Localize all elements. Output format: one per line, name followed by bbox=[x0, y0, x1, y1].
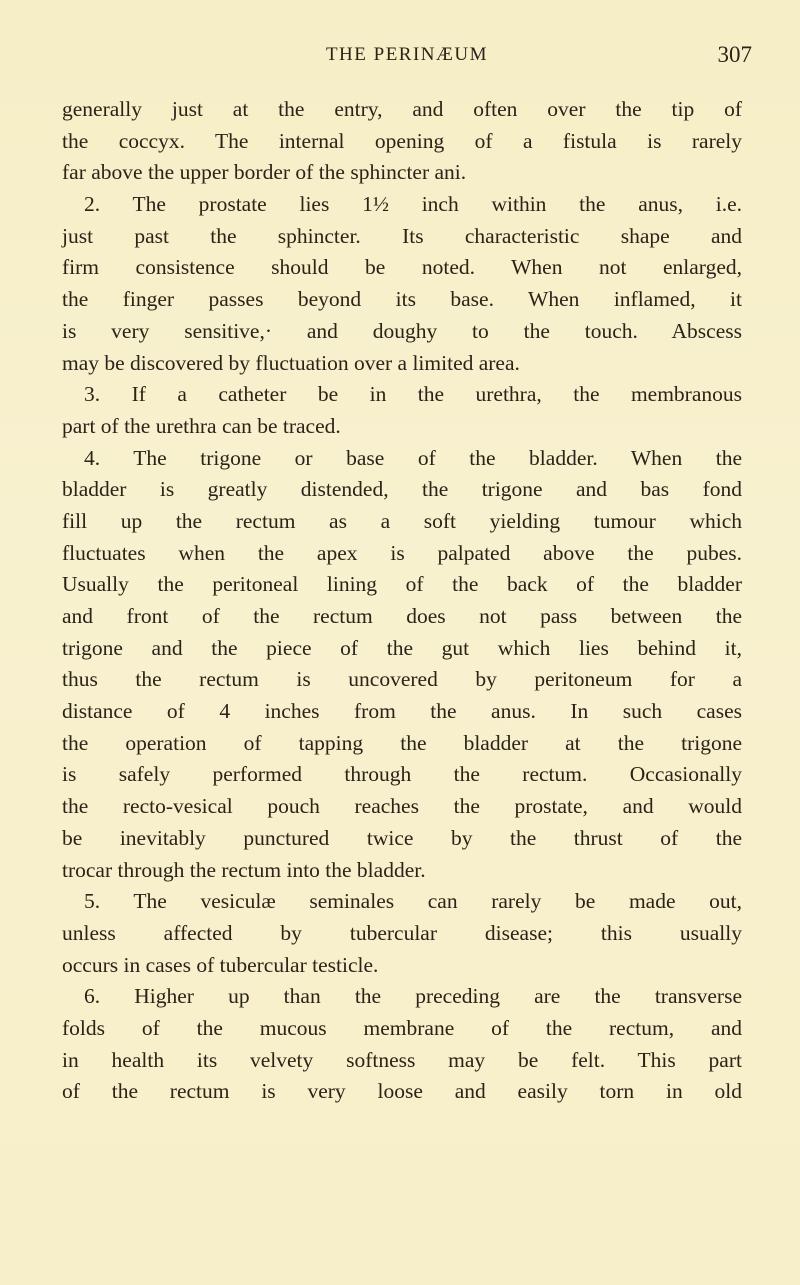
text-line: generally just at the entry, and often over the tip of bbox=[62, 97, 742, 121]
text-line: may be discovered by fluctuation over a limited area. bbox=[62, 350, 520, 375]
text-line: firm consistence should be noted. When not enlarged, bbox=[62, 255, 742, 280]
text-line: 4. The trigone or base of the bladder. When the bbox=[84, 445, 742, 470]
text-line: in health its velvety softness may be felt. This part bbox=[62, 1047, 742, 1072]
text-line: the operation of tapping the bladder at the trigone bbox=[62, 730, 742, 755]
text-line: folds of the mucous membrane of the rectum, and bbox=[62, 1015, 742, 1040]
text-line: be inevitably punctured twice by the thrust of the bbox=[62, 825, 742, 850]
text-line: part of the urethra can be traced. bbox=[62, 413, 341, 438]
text-line: the coccyx. The internal opening of a fistula is rarely bbox=[62, 128, 742, 153]
text-line: fluctuates when the apex is palpated above the pubes. bbox=[62, 540, 742, 565]
text-line: just past the sphincter. Its characteristic shape and bbox=[62, 223, 742, 248]
text-line: fill up the rectum as a soft yielding tumour which bbox=[62, 508, 742, 533]
text-line: 2. The prostate lies 1½ inch within the anus, i.e. bbox=[84, 192, 742, 217]
text-line: 6. Higher up than the preceding are the transverse bbox=[84, 984, 742, 1009]
text-line: occurs in cases of tubercular testicle. bbox=[62, 952, 379, 977]
page-number: 307 bbox=[717, 42, 752, 67]
text-line: bladder is greatly distended, the trigone and bas fond bbox=[62, 477, 742, 502]
text-line: 5. The vesiculæ seminales can rarely be made out, bbox=[84, 889, 742, 914]
text-line: the recto-vesical pouch reaches the prostate, and would bbox=[62, 794, 742, 819]
text-line: trocar through the rectum into the bladder. bbox=[62, 857, 426, 882]
text-line: distance of 4 inches from the anus. In such cases bbox=[62, 699, 742, 724]
text-line: is safely performed through the rectum. Occasionally bbox=[62, 762, 742, 787]
text-line: is very sensitive,· and doughy to the touch. Abscess bbox=[62, 318, 742, 343]
text-line: the finger passes beyond its base. When inflamed, it bbox=[62, 287, 742, 312]
page-header bbox=[62, 44, 752, 74]
text-line: and front of the rectum does not pass between the bbox=[62, 604, 742, 628]
text-line: 3. If a catheter be in the urethra, the membranous bbox=[84, 382, 742, 407]
running-head: THE PERINÆUM bbox=[325, 44, 489, 65]
text-line: Usually the peritoneal lining of the back of the bladder bbox=[62, 572, 742, 597]
text-line: far above the upper border of the sphincter ani. bbox=[62, 160, 467, 185]
text-line: trigone and the piece of the gut which lies behind it, bbox=[62, 635, 742, 660]
text-line: of the rectum is very loose and easily torn in old bbox=[62, 1079, 742, 1104]
text-line: unless affected by tubercular disease; this usually bbox=[62, 920, 742, 945]
body-text bbox=[62, 94, 742, 1108]
text-line: thus the rectum is uncovered by peritoneum for a bbox=[62, 667, 742, 692]
